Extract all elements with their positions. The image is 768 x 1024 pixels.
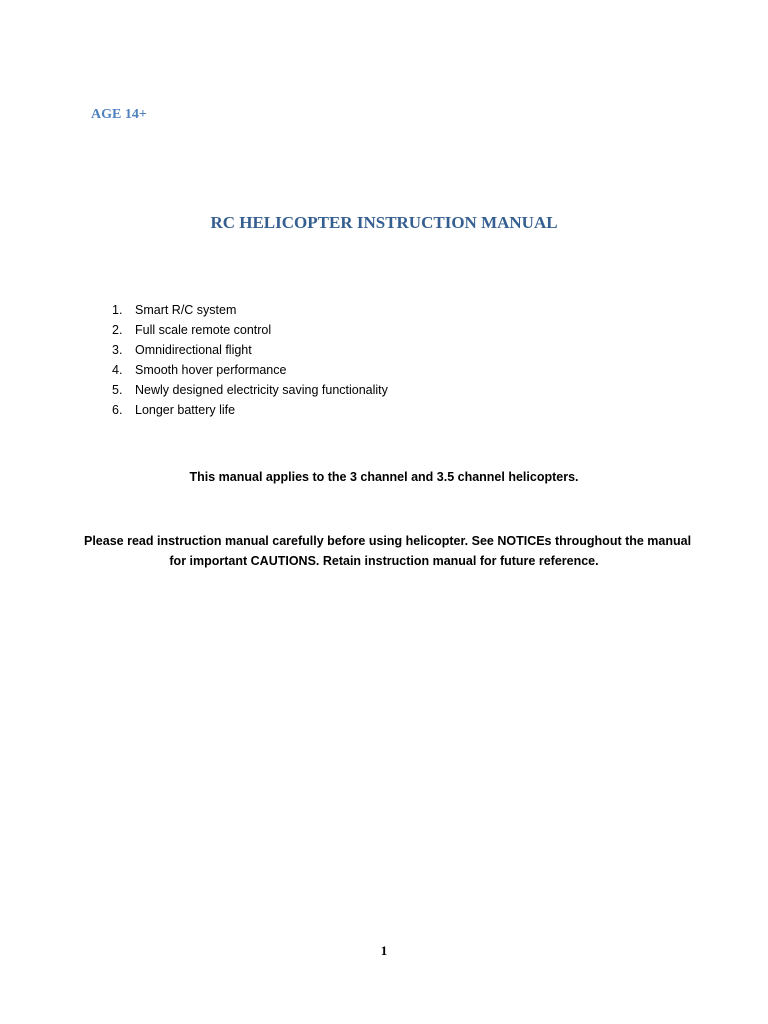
list-item-number: 2.: [112, 323, 123, 337]
list-item: [112, 380, 388, 400]
list-item-text: Longer battery life: [135, 403, 236, 417]
document-title: RC HELICOPTER INSTRUCTION MANUAL: [210, 213, 558, 232]
usage-notice-line: for important CAUTIONS. Retain instruction manual for future reference.: [169, 554, 599, 568]
age-label: AGE 14+: [91, 107, 147, 122]
list-item-text: Omnidirectional flight: [135, 343, 252, 357]
usage-notice: [84, 531, 692, 571]
list-item: [112, 300, 388, 320]
list-item-number: 6.: [112, 403, 123, 417]
list-item-number: 3.: [112, 343, 123, 357]
list-item: [112, 340, 388, 360]
feature-list: [112, 300, 388, 420]
list-item-text: Full scale remote control: [135, 323, 272, 337]
list-item: [112, 360, 388, 380]
usage-notice-line: Please read instruction manual carefully before using helicopter. See NOTICEs throughout the manual: [84, 534, 692, 548]
list-item-text: Smooth hover performance: [135, 363, 287, 377]
list-item: [112, 320, 388, 340]
list-item: [112, 400, 388, 420]
list-item-text: Newly designed electricity saving functionality: [135, 383, 388, 397]
applies-note: This manual applies to the 3 channel and 3.5 channel helicopters.: [189, 470, 579, 484]
page-number: 1: [380, 943, 388, 958]
list-item-number: 5.: [112, 383, 123, 397]
list-item-number: 1.: [112, 303, 123, 317]
list-item-number: 4.: [112, 363, 123, 377]
list-item-text: Smart R/C system: [135, 303, 237, 317]
